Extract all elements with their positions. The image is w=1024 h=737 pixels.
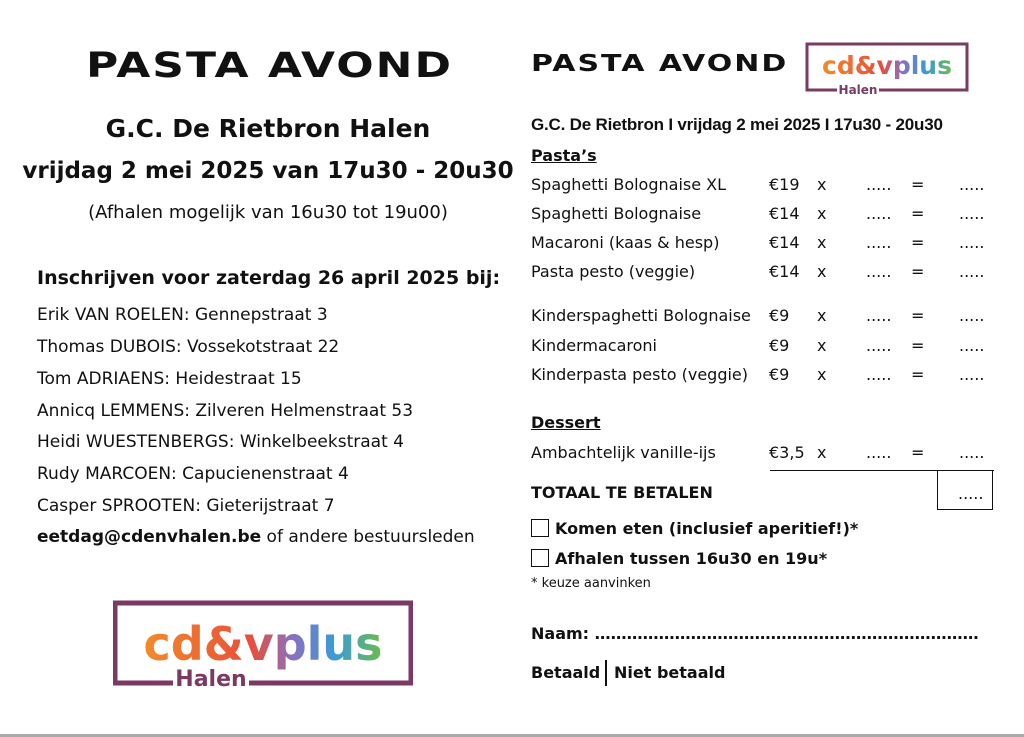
section-heading-pastas: Pasta’s	[531, 146, 597, 165]
item-name: Macaroni (kaas & hesp)	[531, 233, 720, 252]
left-venue: G.C. De Rietbron Halen	[105, 114, 431, 143]
equals-sign: =	[911, 306, 925, 325]
order-row	[531, 262, 1001, 284]
cdv-logo-small	[805, 42, 969, 94]
line-total-field[interactable]: .....	[959, 306, 985, 325]
right-page-title: PASTA AVOND	[531, 50, 789, 78]
cdv-logo-large	[113, 600, 413, 688]
left-page-title: PASTA AVOND	[86, 46, 454, 86]
item-name: Kinderpasta pesto (veggie)	[531, 365, 748, 384]
contact-item: Annicq LEMMENS: Zilveren Helmenstraat 53	[37, 401, 414, 421]
item-price: €9	[769, 336, 790, 355]
equals-sign: =	[911, 175, 925, 194]
item-name: Kindermacaroni	[531, 336, 657, 355]
contact-item: Rudy MARCOEN: Capucienenstraat 4	[37, 464, 349, 484]
line-total-field[interactable]: .....	[959, 175, 985, 194]
logo-main-text: cd&vplus	[822, 51, 952, 80]
line-total-field[interactable]: .....	[959, 336, 985, 355]
checkbox-note: * keuze aanvinken	[531, 576, 651, 591]
logo-main-text: cd&vplus	[143, 617, 383, 671]
quantity-field[interactable]: .....	[866, 365, 892, 384]
multiply-sign: x	[817, 233, 827, 252]
item-price: €14	[769, 262, 800, 281]
line-total-field[interactable]: .....	[959, 204, 985, 223]
equals-sign: =	[911, 204, 925, 223]
multiply-sign: x	[817, 175, 827, 194]
equals-sign: =	[911, 443, 925, 462]
option-pickup-label: Afhalen tussen 16u30 en 19u*	[555, 549, 828, 568]
option-eat	[531, 519, 858, 538]
logo-sub-text: Halen	[838, 83, 878, 94]
item-name: Ambachtelijk vanille-ijs	[531, 443, 716, 462]
item-price: €9	[769, 306, 790, 325]
multiply-sign: x	[817, 262, 827, 281]
contact-email-line	[37, 527, 475, 547]
option-eat-label: Komen eten (inclusief aperitief!)*	[555, 519, 859, 538]
item-price: €19	[769, 175, 800, 194]
option-pickup	[531, 549, 827, 568]
equals-sign: =	[911, 262, 925, 281]
quantity-field[interactable]: .....	[866, 175, 892, 194]
contact-email-suffix: of andere bestuursleden	[261, 527, 475, 547]
registration-heading: Inschrijven voor zaterdag 26 april 2025 bij:	[37, 267, 501, 289]
left-pickup-note: (Afhalen mogelijk van 16u30 tot 19u00)	[88, 202, 448, 223]
total-field[interactable]	[937, 470, 993, 510]
contact-item: Tom ADRIAENS: Heidestraat 15	[37, 369, 302, 389]
equals-sign: =	[911, 233, 925, 252]
line-total-field[interactable]: .....	[959, 443, 985, 462]
quantity-field[interactable]: .....	[866, 204, 892, 223]
item-price: €14	[769, 233, 800, 252]
contact-item: Thomas DUBOIS: Vossekotstraat 22	[37, 337, 340, 357]
item-price: €14	[769, 204, 800, 223]
order-row	[531, 233, 1001, 255]
order-row	[531, 443, 1001, 465]
quantity-field[interactable]: .....	[866, 336, 892, 355]
multiply-sign: x	[817, 443, 827, 462]
multiply-sign: x	[817, 336, 827, 355]
equals-sign: =	[911, 336, 925, 355]
quantity-field[interactable]: .....	[866, 233, 892, 252]
line-total-field[interactable]: .....	[959, 233, 985, 252]
item-price: €9	[769, 365, 790, 384]
item-price: €3,5	[769, 443, 805, 462]
order-row	[531, 175, 1001, 197]
contact-item: Erik VAN ROELEN: Gennepstraat 3	[37, 305, 328, 325]
quantity-field[interactable]: .....	[866, 262, 892, 281]
order-row	[531, 204, 1001, 226]
quantity-field[interactable]: .....	[866, 306, 892, 325]
item-name: Spaghetti Bolognaise	[531, 204, 702, 223]
order-row	[531, 336, 1001, 358]
line-total-field[interactable]: .....	[959, 262, 985, 281]
quantity-field[interactable]: .....	[866, 443, 892, 462]
multiply-sign: x	[817, 204, 827, 223]
pickup-checkbox[interactable]	[531, 549, 549, 567]
contact-email[interactable]: eetdag@cdenvhalen.be	[37, 527, 262, 547]
order-subtitle: G.C. De Rietbron I vrijdag 2 mei 2025 I 17u30 - 20u30	[531, 115, 943, 134]
name-field[interactable]: Naam: ………………………………………………………………	[531, 624, 979, 643]
logo-sub-text: Halen	[175, 667, 247, 688]
total-label: TOTAAL TE BETALEN	[531, 483, 713, 502]
item-name: Kinderspaghetti Bolognaise	[531, 306, 751, 325]
order-row	[531, 365, 1001, 387]
section-heading-dessert: Dessert	[531, 413, 601, 432]
item-name: Spaghetti Bolognaise XL	[531, 175, 727, 194]
contact-item: Casper SPROOTEN: Gieterijstraat 7	[37, 496, 335, 516]
multiply-sign: x	[817, 365, 827, 384]
total-value: .....	[958, 484, 984, 503]
order-row	[531, 306, 1001, 328]
eat-checkbox[interactable]	[531, 519, 549, 537]
not-paid-label: Niet betaald	[614, 663, 726, 682]
left-date: vrijdag 2 mei 2025 van 17u30 - 20u30	[22, 158, 514, 184]
paid-label: Betaald	[531, 663, 601, 682]
paid-separator	[605, 660, 607, 686]
item-name: Pasta pesto (veggie)	[531, 262, 696, 281]
line-total-field[interactable]: .....	[959, 365, 985, 384]
equals-sign: =	[911, 365, 925, 384]
contact-item: Heidi WUESTENBERGS: Winkelbeekstraat 4	[37, 432, 404, 452]
multiply-sign: x	[817, 306, 827, 325]
